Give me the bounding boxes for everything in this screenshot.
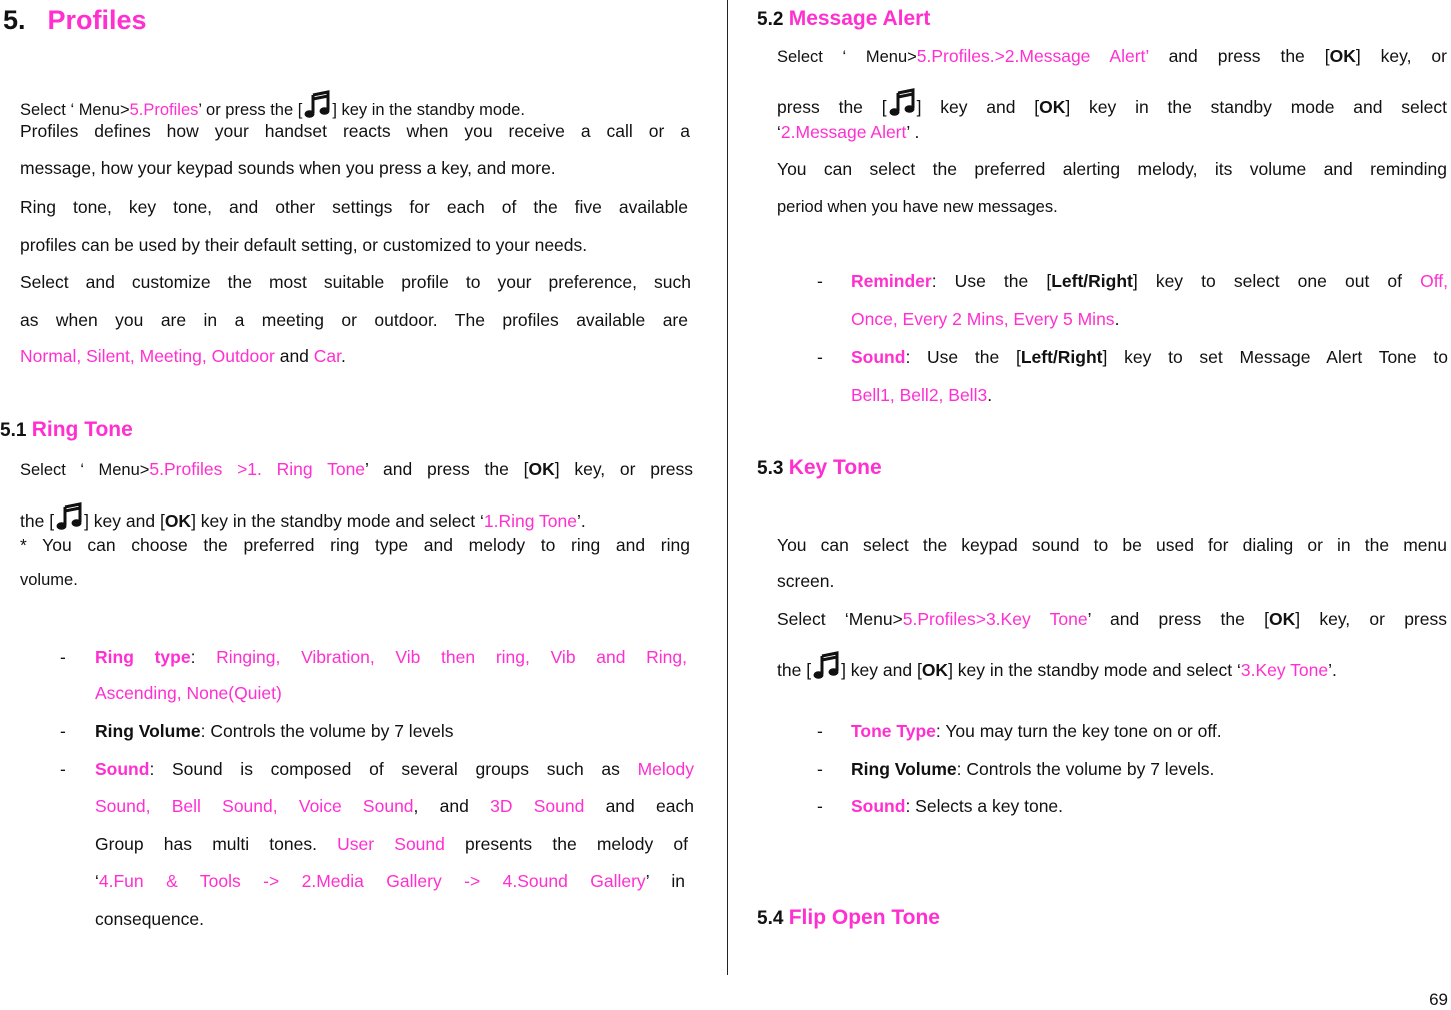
message-alert-desc-line: period when you have new messages. — [777, 198, 1058, 216]
sound-bullet: Sound: Sound is composed of several groups such as Melody — [95, 759, 694, 779]
ring-tone-note-line: volume. — [20, 571, 78, 589]
sound-bullet-line: ‘4.Fun & Tools -> 2.Media Gallery -> 4.Sound Gallery’ in — [95, 871, 685, 891]
tone-type-bullet: Tone Type: You may turn the key tone on or off. — [851, 721, 1222, 741]
page-number: 69 — [1429, 990, 1448, 1009]
section-heading-5-2: 5.2 Message Alert — [757, 7, 931, 30]
sound-bullet-line: Sound, Bell Sound, Voice Sound, and 3D Sound and each — [95, 796, 694, 816]
chapter-title: Profiles — [47, 5, 147, 35]
key-sound-bullet: Sound: Selects a key tone. — [851, 796, 1064, 816]
sound-bullet-line: consequence. — [95, 909, 204, 929]
message-alert-select-line: Select ‘ Menu>5.Profiles.>2.Message Alert’ and press the [OK] key, or — [777, 46, 1447, 66]
bullet-dash: - — [60, 759, 66, 779]
chapter-number: 5. — [3, 5, 26, 35]
column-divider — [727, 0, 728, 975]
sound-bullet-line: Group has multi tones. User Sound presents the melody of — [95, 834, 689, 854]
message-sound-options: Bell1, Bell2, Bell3. — [851, 385, 993, 405]
bullet-dash: - — [60, 647, 66, 667]
key-tone-select-line: Select ‘Menu>5.Profiles>3.Key Tone’ and press the [OK] key, or press — [777, 609, 1447, 629]
profiles-list-line: Normal, Silent, Meeting, Outdoor and Car. — [20, 346, 346, 366]
bullet-dash: - — [817, 721, 823, 741]
reminder-bullet: Reminder: Use the [Left/Right] key to select one out of Off, — [851, 271, 1448, 291]
bullet-dash: - — [817, 271, 823, 291]
ring-tone-standby-line: the [ ] key and [OK] key in the standby mode and select ‘1.Ring Tone’. — [20, 502, 586, 532]
key-ring-volume-bullet: Ring Volume: Controls the volume by 7 levels. — [851, 759, 1215, 779]
music-note-icon — [302, 90, 332, 120]
section-heading-5-1: 5.1 Ring Tone — [0, 418, 133, 441]
intro-para-line: Select and customize the most suitable profile to your preference, such — [20, 272, 691, 292]
intro-para-line: message, how your keypad sounds when you press a key, and more. — [20, 158, 556, 178]
section-heading-5-3: 5.3 Key Tone — [757, 456, 882, 479]
intro-para-line: profiles can be used by their default setting, or customized to your needs. — [20, 235, 588, 255]
bullet-dash: - — [60, 721, 66, 741]
key-tone-desc-line: You can select the keypad sound to be used for dialing or in the menu — [777, 535, 1447, 555]
ring-type-bullet: Ring type: Ringing, Vibration, Vib then ring, Vib and Ring, — [95, 647, 688, 667]
bullet-dash: - — [817, 796, 823, 816]
message-alert-desc-line: You can select the preferred alerting melody, its volume and reminding — [777, 159, 1447, 179]
message-sound-bullet: Sound: Use the [Left/Right] key to set Message Alert Tone to — [851, 347, 1448, 367]
chapter-heading — [3, 5, 147, 36]
ring-type-options: Ascending, None(Quiet) — [95, 683, 282, 703]
message-alert-standby-line: press the [ ] key and [OK] key in the standby mode and select — [777, 88, 1447, 118]
key-tone-desc-line: screen. — [777, 571, 835, 591]
ring-tone-note-line: * You can choose the preferred ring type and melody to ring and ring — [20, 535, 690, 555]
intro-para-line: Profiles defines how your handset reacts when you receive a call or a — [20, 121, 690, 141]
music-note-icon — [811, 651, 841, 681]
ring-tone-select-line: Select ‘ Menu>5.Profiles >1. Ring Tone’ and press the [OK] key, or press — [20, 459, 693, 479]
intro-para-line: as when you are in a meeting or outdoor. The profiles available are — [20, 310, 688, 330]
message-alert-menu-line: ‘2.Message Alert’ . — [777, 122, 920, 142]
bullet-dash: - — [817, 759, 823, 779]
section-heading-5-4: 5.4 Flip Open Tone — [757, 906, 940, 929]
ring-volume-bullet: Ring Volume: Controls the volume by 7 levels — [95, 721, 454, 741]
bullet-dash: - — [817, 347, 823, 367]
music-note-icon — [887, 88, 917, 118]
reminder-options: Once, Every 2 Mins, Every 5 Mins. — [851, 309, 1120, 329]
key-tone-standby-line: the [ ] key and [OK] key in the standby mode and select ‘3.Key Tone’. — [777, 651, 1337, 681]
profiles-list: Normal, Silent, Meeting, Outdoor — [20, 346, 275, 366]
intro-para-line: Ring tone, key tone, and other settings for each of the five available — [20, 197, 688, 217]
music-note-icon — [54, 502, 84, 532]
intro-select-line: Select ‘ Menu>5.Profiles’ or press the [ ] key in the standby mode. — [20, 90, 525, 120]
